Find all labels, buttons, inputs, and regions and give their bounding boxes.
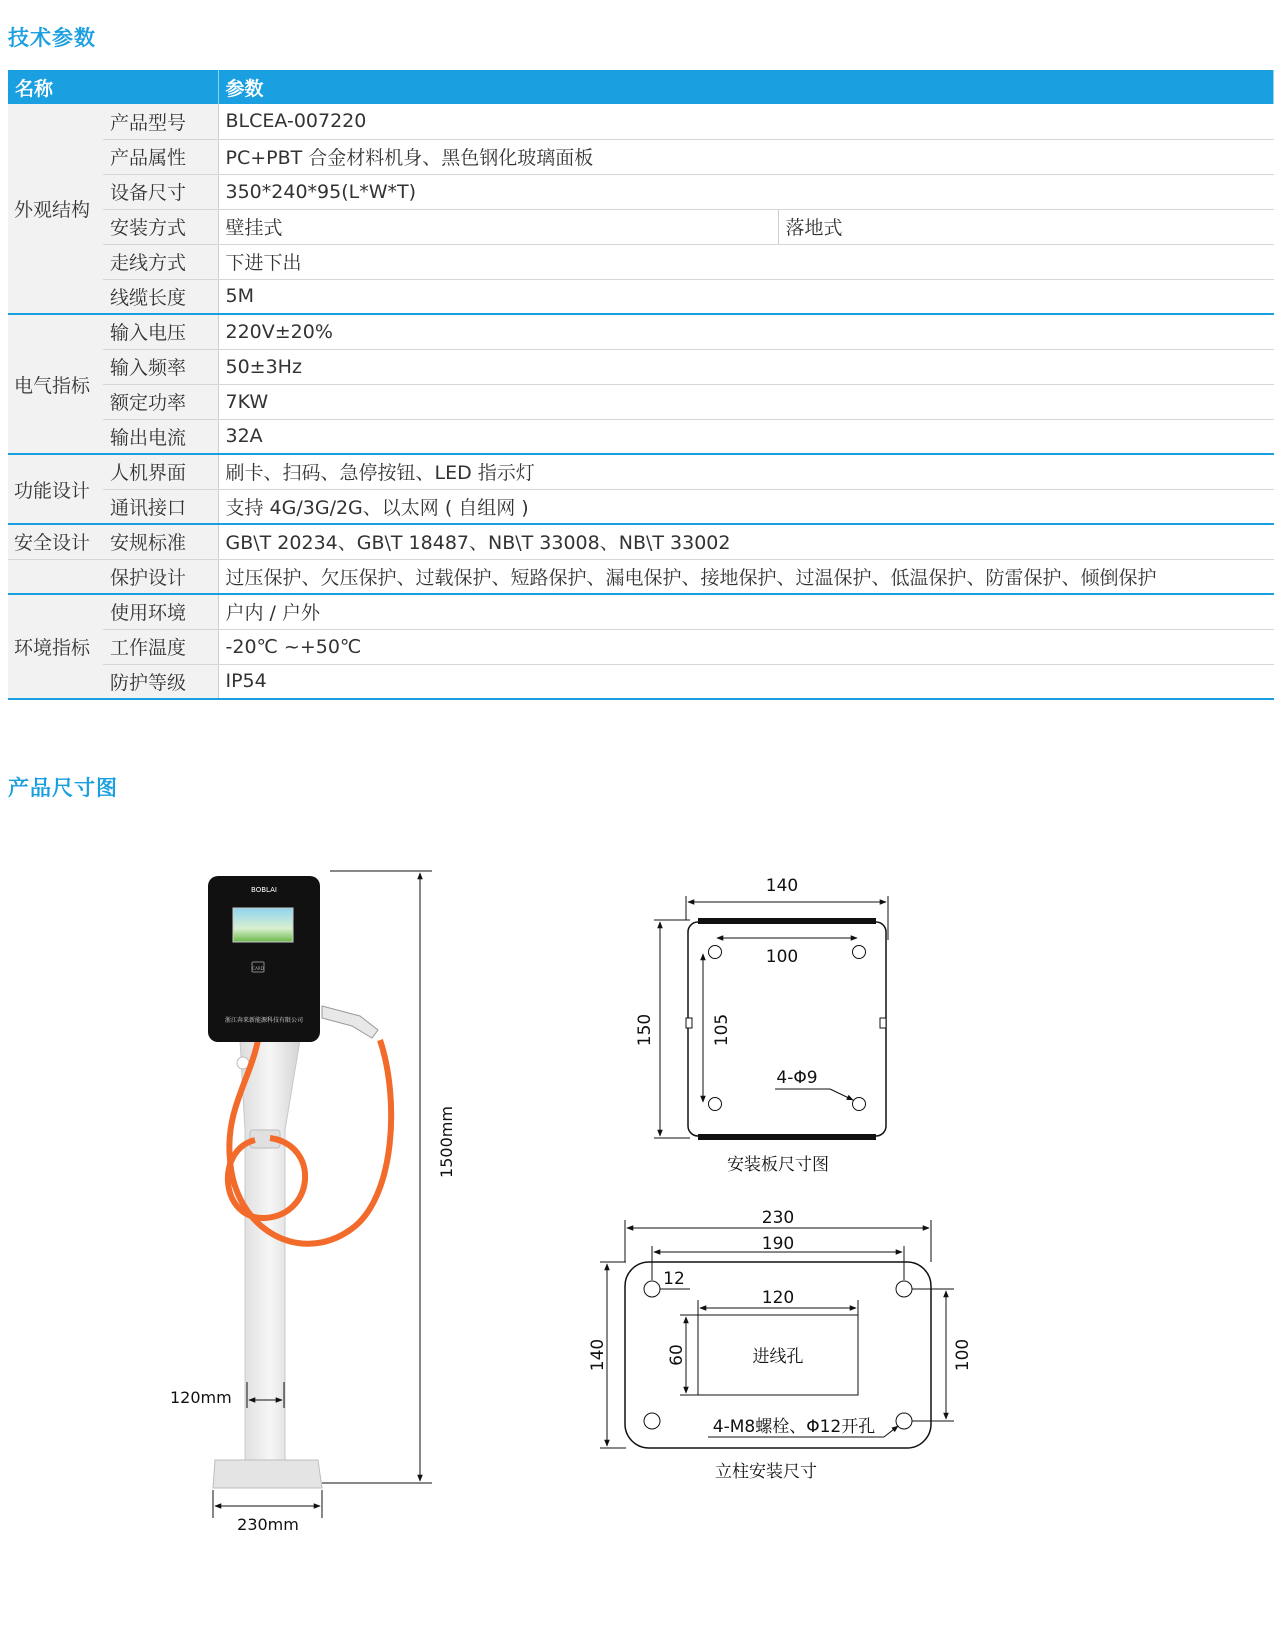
- param-value: 刷卡、扫码、急停按钮、LED 指示灯: [218, 454, 1274, 489]
- base-hole: [644, 1413, 660, 1429]
- plate-hole: [709, 1098, 722, 1111]
- param-value: 下进下出: [218, 244, 1274, 279]
- card-label: CARD: [252, 966, 264, 971]
- base-hole-dia: 12: [663, 1269, 685, 1289]
- param-name: 走线方式: [103, 244, 218, 279]
- param-value: PC+PBT 合金材料机身、黑色钢化玻璃面板: [218, 139, 1274, 174]
- param-value-2: 落地式: [778, 209, 1274, 244]
- param-value: BLCEA-007220: [218, 104, 1274, 139]
- param-value: GB\T 20234、GB\T 18487、NB\T 33008、NB\T 33002: [218, 524, 1274, 559]
- param-value: 50±3Hz: [218, 349, 1274, 384]
- plate-caption: 安装板尺寸图: [727, 1155, 829, 1175]
- param-name: 设备尺寸: [103, 174, 218, 209]
- mount-plate-drawing: [635, 876, 888, 1175]
- inlet-label: 进线孔: [752, 1347, 804, 1367]
- plate-hole-height-label: 105: [712, 1013, 732, 1047]
- param-value: 过压保护、欠压保护、过载保护、短路保护、漏电保护、接地保护、过温保护、低温保护、防雷保护、倾倒保护: [218, 559, 1274, 594]
- param-value: 支持 4G/3G/2G、以太网 ( 自组网 ): [218, 489, 1274, 524]
- charging-connector: [322, 1006, 378, 1038]
- category-cell: 外观结构: [8, 104, 103, 314]
- category-cell: 电气指标: [8, 314, 103, 454]
- param-name: 输出电流: [103, 419, 218, 454]
- pole-base-drawing: [588, 1208, 973, 1482]
- pole-base: [213, 1460, 322, 1488]
- param-name: 安装方式: [103, 209, 218, 244]
- param-value: 户内 / 户外: [218, 594, 1274, 629]
- category-cell: 功能设计: [8, 454, 103, 524]
- param-name: 输入电压: [103, 314, 218, 349]
- category-cell: 环境指标: [8, 594, 103, 699]
- dim-section-title: 产品尺寸图: [8, 776, 118, 800]
- plate-hole: [853, 1098, 866, 1111]
- company-name: 浙江奔来新能源科技有限公司: [224, 1017, 304, 1024]
- param-value: IP54: [218, 664, 1274, 699]
- base-caption: 立柱安装尺寸: [715, 1462, 817, 1482]
- param-name: 工作温度: [103, 629, 218, 664]
- inlet-width: 120: [761, 1288, 795, 1308]
- pole-body: [240, 1040, 300, 1460]
- plate-notch: [880, 1018, 886, 1028]
- param-value: 350*240*95(L*W*T): [218, 174, 1274, 209]
- header-name: 名称: [8, 70, 218, 104]
- category-cell: 安全设计: [8, 524, 103, 559]
- param-value: -20℃ ~+50℃: [218, 629, 1274, 664]
- param-value: 32A: [218, 419, 1274, 454]
- base-height-holes: 100: [953, 1338, 973, 1372]
- base-hole: [644, 1281, 660, 1297]
- param-name: 产品属性: [103, 139, 218, 174]
- param-name: 线缆长度: [103, 279, 218, 314]
- plate-height-label: 150: [635, 1013, 655, 1047]
- spec-section-title: 技术参数: [8, 26, 96, 50]
- plate-width-label: 140: [765, 876, 799, 896]
- base-width-label: 230mm: [237, 1515, 299, 1534]
- param-value: 7KW: [218, 384, 1274, 419]
- param-name: 防护等级: [103, 664, 218, 699]
- param-name: 通讯接口: [103, 489, 218, 524]
- param-name: 人机界面: [103, 454, 218, 489]
- param-name: 安规标准: [103, 524, 218, 559]
- param-name: 使用环境: [103, 594, 218, 629]
- param-name: 产品型号: [103, 104, 218, 139]
- param-name: 额定功率: [103, 384, 218, 419]
- plate-hole: [853, 946, 866, 959]
- plate-hole-width-label: 100: [765, 947, 799, 967]
- inlet-height: 60: [667, 1344, 687, 1366]
- bolt-spec: 4-M8螺栓、Φ12开孔: [712, 1417, 876, 1437]
- charger-screen: [233, 908, 293, 942]
- brand-logo: BOBLAI: [251, 886, 277, 894]
- param-value: 5M: [218, 279, 1274, 314]
- plate-top-bar: [698, 918, 876, 924]
- height-label: 1500mm: [437, 1106, 456, 1178]
- param-name: 输入频率: [103, 349, 218, 384]
- pole-width-label: 120mm: [170, 1388, 232, 1407]
- plate-hole-spec: 4-Φ9: [776, 1068, 818, 1088]
- charger-figure: [170, 871, 456, 1534]
- base-hole: [896, 1413, 912, 1429]
- header-param: 参数: [218, 70, 1274, 104]
- param-value: 220V±20%: [218, 314, 1274, 349]
- plate-hole: [709, 946, 722, 959]
- plate-notch: [686, 1018, 692, 1028]
- plate-bottom-bar: [698, 1134, 876, 1140]
- base-height-outer: 140: [588, 1338, 608, 1372]
- base-hole: [896, 1281, 912, 1297]
- base-width-outer: 230: [761, 1208, 795, 1228]
- param-value: 壁挂式: [218, 209, 778, 244]
- param-name: 保护设计: [103, 559, 218, 594]
- base-width-holes: 190: [761, 1234, 795, 1254]
